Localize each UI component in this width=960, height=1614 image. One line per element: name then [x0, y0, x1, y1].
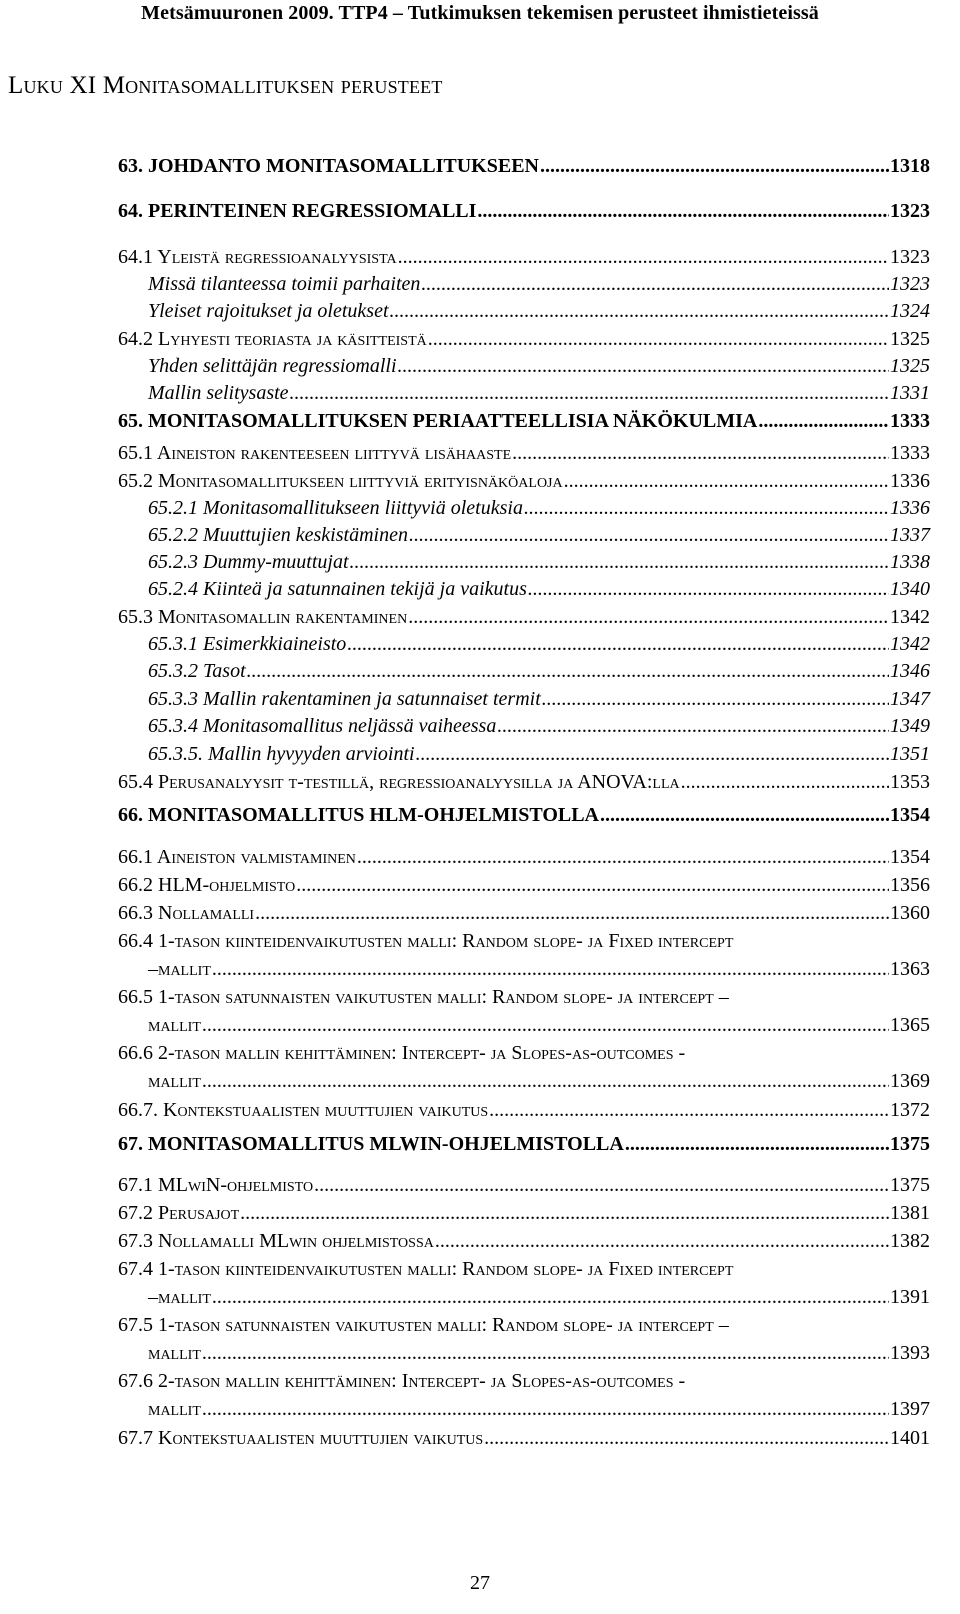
toc-entry-title: 66.5 1-tason satunnaisten vaikutusten malli: Random slope- ja intercept –: [118, 986, 729, 1008]
toc-entry-title-continued: –mallit: [148, 958, 211, 980]
toc-entry-title: 65.2.2 Muuttujien keskistäminen: [148, 524, 408, 546]
dot-leader: [347, 633, 889, 656]
toc-page-number: 1354: [890, 804, 930, 826]
toc-page-number: 1324: [890, 300, 930, 322]
toc-entry[interactable]: [148, 1070, 930, 1093]
toc-page-number: 1375: [890, 1133, 930, 1155]
dot-leader: [540, 155, 889, 178]
toc-entry[interactable]: [148, 958, 930, 981]
dot-leader: [564, 470, 889, 493]
toc-entry-title: 67.6 2-tason mallin kehittäminen: Intercept- ja Slopes-as-outcomes -: [118, 1370, 686, 1392]
toc-entry[interactable]: [148, 578, 930, 601]
dot-leader: [758, 410, 889, 433]
chapter-title: Luku XI Monitasomallituksen perusteet: [8, 72, 443, 99]
toc-entry[interactable]: [118, 155, 930, 178]
dot-leader: [202, 1070, 889, 1093]
toc-page-number: 1391: [890, 1286, 930, 1308]
toc-page-number: 1347: [890, 688, 930, 710]
toc-page-number: 1393: [890, 1342, 930, 1364]
toc-page-number: 1382: [890, 1230, 930, 1252]
toc-entry-title: Yhden selittäjän regressiomalli: [148, 355, 397, 377]
dot-leader: [512, 442, 889, 465]
toc-page-number: 1318: [890, 155, 930, 177]
toc-page-number: 1365: [890, 1014, 930, 1036]
toc-page-number: 1363: [890, 958, 930, 980]
dot-leader: [435, 1230, 889, 1253]
toc-page-number: 1325: [890, 355, 930, 377]
toc-page-number: 1333: [890, 442, 930, 464]
dot-leader: [477, 200, 889, 223]
toc-page-number: 1336: [890, 470, 930, 492]
toc-entry[interactable]: [118, 1099, 930, 1122]
toc-entry-title: Missä tilanteessa toimii parhaiten: [148, 273, 421, 295]
toc-entry-title: 66. MONITASOMALLITUS HLM-OHJELMISTOLLA: [118, 804, 599, 826]
dot-leader: [202, 1398, 889, 1421]
toc-page-number: 1381: [890, 1202, 930, 1224]
dot-leader: [350, 551, 889, 574]
toc-page-number: 1333: [890, 410, 930, 432]
toc-entry[interactable]: [118, 1230, 930, 1253]
dot-leader: [202, 1014, 889, 1037]
toc-page-number: 1401: [890, 1427, 930, 1449]
toc-page-number: 1346: [890, 660, 930, 682]
toc-entry-title: 64.1 Yleistä regressioanalyysista: [118, 246, 397, 268]
toc-entry-title: 66.4 1-tason kiinteidenvaikutusten malli: Random slope- ja Fixed intercept: [118, 930, 734, 952]
toc-entry[interactable]: [118, 606, 930, 629]
dot-leader: [528, 578, 889, 601]
toc-entry-title: 66.6 2-tason mallin kehittäminen: Intercept- ja Slopes-as-outcomes -: [118, 1042, 686, 1064]
toc-page-number: 1342: [890, 633, 930, 655]
toc-entry-title: Mallin selitysaste: [148, 382, 289, 404]
toc-entry[interactable]: [148, 688, 930, 711]
dot-leader: [212, 1286, 889, 1309]
dot-leader: [408, 606, 889, 629]
toc-page-number: 1331: [890, 382, 930, 404]
toc-entry-title: 66.2 HLM-ohjelmisto: [118, 874, 296, 896]
toc-entry[interactable]: [118, 874, 930, 897]
toc-entry-title: 67.1 MLwiN-ohjelmisto: [118, 1174, 314, 1196]
dot-leader: [398, 246, 889, 269]
toc-page-number: 1336: [890, 497, 930, 519]
toc-entry-title: 65.3 Monitasomallin rakentaminen: [118, 606, 408, 628]
toc-entry[interactable]: [118, 200, 930, 223]
dot-leader: [247, 660, 889, 683]
toc-entry-title: 65.2.1 Monitasomallitukseen liittyviä oletuksia: [148, 497, 523, 519]
dot-leader: [390, 300, 889, 323]
dot-leader: [357, 846, 889, 869]
toc-entry[interactable]: [148, 1342, 930, 1365]
toc-entry-title: 65.3.2 Tasot: [148, 660, 246, 682]
toc-entry[interactable]: [148, 660, 930, 683]
dot-leader: [255, 902, 889, 925]
dot-leader: [398, 355, 889, 378]
toc-page-number: 1342: [890, 606, 930, 628]
toc-entry[interactable]: [148, 551, 930, 574]
dot-leader: [416, 743, 889, 766]
toc-entry[interactable]: [148, 633, 930, 656]
toc-entry[interactable]: [118, 1427, 930, 1450]
toc-page-number: 1340: [890, 578, 930, 600]
toc-entry-title-continued: mallit: [148, 1070, 201, 1092]
toc-entry[interactable]: [148, 715, 930, 738]
toc-entry-title: 65.3.1 Esimerkkiaineisto: [148, 633, 347, 655]
toc-entry[interactable]: [148, 1014, 930, 1037]
toc-entry[interactable]: [148, 1286, 930, 1309]
toc-entry-title: 67.7 Kontekstuaalisten muuttujien vaikutus: [118, 1427, 484, 1449]
toc-entry[interactable]: [148, 382, 930, 405]
dot-leader: [290, 382, 889, 405]
toc-entry[interactable]: [148, 497, 930, 520]
toc-page-number: 1356: [890, 874, 930, 896]
toc-entry-title-continued: mallit: [148, 1014, 201, 1036]
toc-entry[interactable]: [148, 743, 930, 766]
toc-entry[interactable]: [148, 524, 930, 547]
dot-leader: [421, 273, 889, 296]
toc-entry[interactable]: [118, 1174, 930, 1197]
toc-page-number: 1349: [890, 715, 930, 737]
dot-leader: [681, 771, 889, 794]
toc-entry-title: 64. PERINTEINEN REGRESSIOMALLI: [118, 200, 477, 222]
toc-entry-title: 67.5 1-tason satunnaisten vaikutusten malli: Random slope- ja intercept –: [118, 1314, 729, 1336]
toc-page-number: 1325: [890, 328, 930, 350]
running-header: Metsämuuronen 2009. TTP4 – Tutkimuksen tekemisen perusteet ihmistieteissä: [141, 2, 819, 24]
toc-page-number: 1372: [890, 1099, 930, 1121]
toc-page-number: 1397: [890, 1398, 930, 1420]
dot-leader: [625, 1133, 889, 1156]
dot-leader: [497, 715, 889, 738]
toc-entry-title-continued: mallit: [148, 1398, 201, 1420]
toc-entry[interactable]: [118, 470, 930, 493]
toc-entry[interactable]: [118, 328, 930, 351]
toc-entry[interactable]: [148, 300, 930, 323]
dot-leader: [489, 1099, 889, 1122]
dot-leader: [428, 328, 889, 351]
toc-page-number: 1360: [890, 902, 930, 924]
toc-entry-title: 65.3.5. Mallin hyvyyden arviointi: [148, 743, 415, 765]
dot-leader: [240, 1202, 889, 1225]
dot-leader: [484, 1427, 889, 1450]
dot-leader: [542, 688, 889, 711]
toc-entry[interactable]: [118, 804, 930, 827]
toc-entry-title: 66.7. Kontekstuaalisten muuttujien vaikutus: [118, 1099, 489, 1121]
toc-entry-title: 67.4 1-tason kiinteidenvaikutusten malli: Random slope- ja Fixed intercept: [118, 1258, 734, 1280]
toc-page-number: 1369: [890, 1070, 930, 1092]
toc-entry-title: 65.2 Monitasomallitukseen liittyviä erityisnäköaloja: [118, 470, 563, 492]
toc-entry-title: 64.2 Lyhyesti teoriasta ja käsitteistä: [118, 328, 427, 350]
toc-entry-title-continued: mallit: [148, 1342, 201, 1364]
toc-entry-title: 66.3 Nollamalli: [118, 902, 255, 924]
toc-page-number: 1354: [890, 846, 930, 868]
dot-leader: [212, 958, 889, 981]
toc-entry-title: 67.2 Perusajot: [118, 1202, 240, 1224]
toc-entry[interactable]: [148, 273, 930, 296]
toc-entry[interactable]: [148, 355, 930, 378]
toc-entry[interactable]: [118, 1202, 930, 1225]
toc-entry-title: 65.3.3 Mallin rakentaminen ja satunnaiset termit: [148, 688, 541, 710]
toc-entry[interactable]: [118, 846, 930, 869]
toc-page-number: 1323: [890, 273, 930, 295]
toc-entry-title: 65.2.4 Kiinteä ja satunnainen tekijä ja vaikutus: [148, 578, 527, 600]
toc-entry-title: 65.1 Aineiston rakenteeseen liittyvä lisähaaste: [118, 442, 512, 464]
toc-entry-title: 65. MONITASOMALLITUKSEN PERIAATTEELLISIA NÄKÖKULMIA: [118, 410, 758, 432]
dot-leader: [314, 1174, 889, 1197]
toc-page-number: 1323: [890, 246, 930, 268]
toc-entry[interactable]: [148, 1398, 930, 1421]
toc-entry[interactable]: [118, 410, 930, 433]
toc-entry-title: 67.3 Nollamalli MLwin ohjelmistossa: [118, 1230, 434, 1252]
toc-page-number: 1375: [890, 1174, 930, 1196]
dot-leader: [524, 497, 889, 520]
toc-entry-title: Yleiset rajoitukset ja oletukset: [148, 300, 389, 322]
toc-entry[interactable]: [118, 1133, 930, 1156]
toc-page-number: 1338: [890, 551, 930, 573]
toc-entry[interactable]: [118, 246, 930, 269]
toc-entry-title: 65.2.3 Dummy-muuttujat: [148, 551, 349, 573]
toc-entry-title: 63. JOHDANTO MONITASOMALLITUKSEEN: [118, 155, 539, 177]
dot-leader: [296, 874, 889, 897]
dot-leader: [202, 1342, 889, 1365]
toc-page-number: 1351: [890, 743, 930, 765]
toc-entry-title: 65.4 Perusanalyysit t-testillä, regressioanalyysilla ja ANOVA:lla: [118, 771, 680, 793]
toc-entry-title-continued: –mallit: [148, 1286, 211, 1308]
page-number: 27: [470, 1572, 490, 1594]
toc-entry-title: 66.1 Aineiston valmistaminen: [118, 846, 356, 868]
toc-entry-title: 65.3.4 Monitasomallitus neljässä vaiheessa: [148, 715, 497, 737]
toc-entry-title: 67. MONITASOMALLITUS MLWIN-OHJELMISTOLLA: [118, 1133, 624, 1155]
toc-page-number: 1337: [890, 524, 930, 546]
toc-entry[interactable]: [118, 902, 930, 925]
toc-entry[interactable]: [118, 442, 930, 465]
toc-entry[interactable]: [118, 771, 930, 794]
toc-page-number: 1323: [890, 200, 930, 222]
dot-leader: [409, 524, 889, 547]
dot-leader: [600, 804, 889, 827]
toc-page-number: 1353: [890, 771, 930, 793]
